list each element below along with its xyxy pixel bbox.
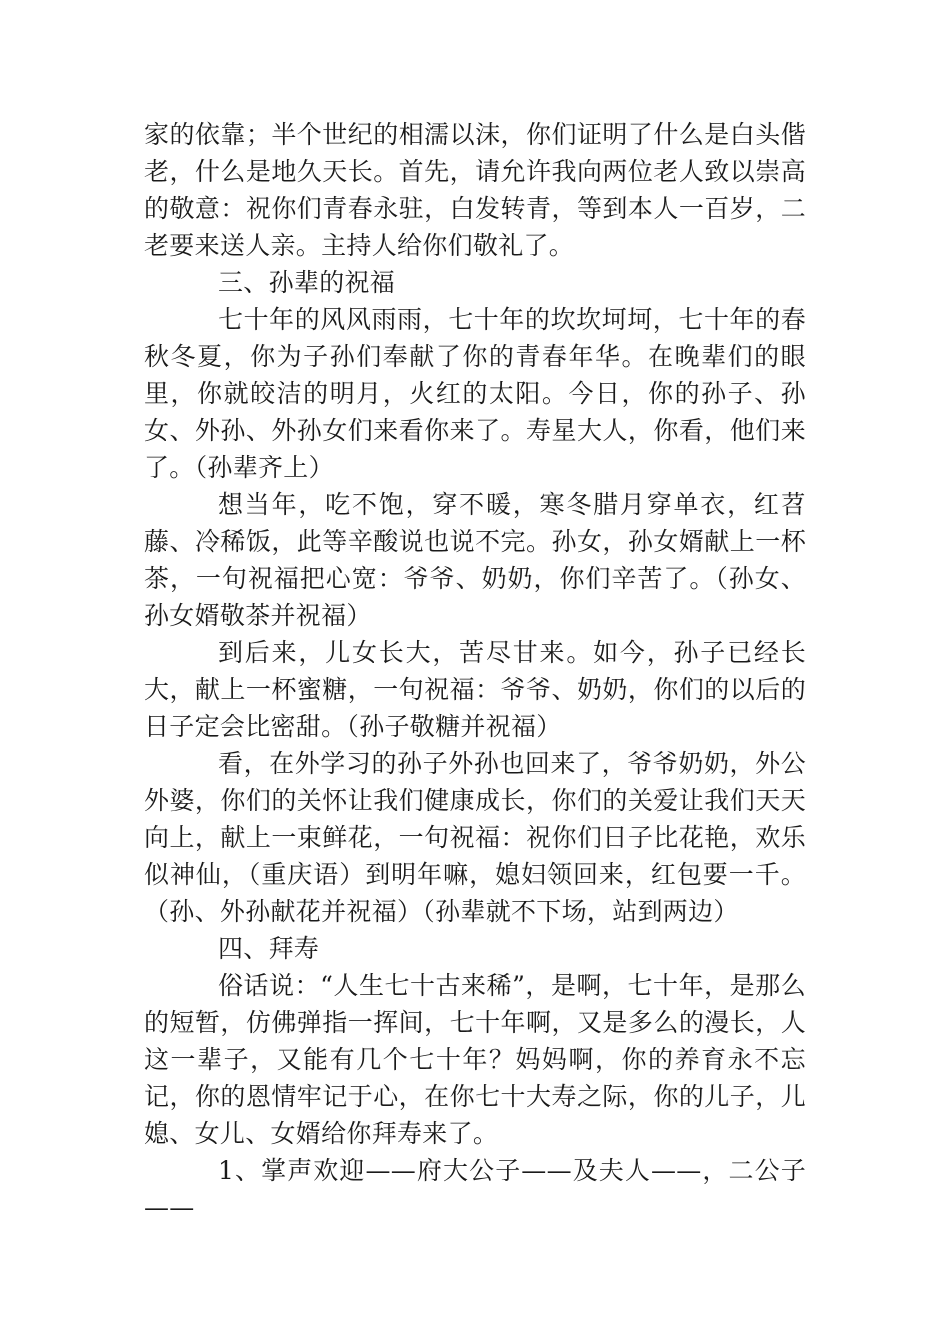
paragraph: 1、掌声欢迎——府大公子——及夫人——，二公子—— [144, 1156, 806, 1222]
section-heading-grandchildren-blessing: 三、孙辈的祝福 [218, 268, 396, 297]
paragraph: 俗话说：“人生七十古来稀”，是啊，七十年，是那么的短暂，仿佛弹指一挥间，七十年啊，又是多么的漫长，人这一辈子，又能有几个七十年？妈妈啊，你的养育永不忘记，你的恩情牢记于心，在你七十大寿之际，你的儿子，儿媳、女儿、女婿给你拜寿来了。 [144, 971, 806, 1148]
paragraph: 七十年的风风雨雨，七十年的坎坎坷坷，七十年的春秋冬夏，你为子孙们奉献了你的青春年华。在晚辈们的眼里，你就皎洁的明月，火红的太阳。今日，你的孙子、孙女、外孙、外孙女们来看你来了。寿星大人，你看，他们来了。（孙辈齐上） [144, 305, 806, 482]
paragraph: 看，在外学习的孙子外孙也回来了，爷爷奶奶，外公外婆，你们的关怀让我们健康成长，你们的关爱让我们天天向上，献上一束鲜花，一句祝福：祝你们日子比花艳，欢乐似神仙，（重庆语）到明年嘛，媳妇领回来，红包要一千。（孙、外孙献花并祝福）（孙辈就不下场，站到两边） [144, 749, 806, 926]
paragraph: 到后来，儿女长大，苦尽甘来。如今，孙子已经长大，献上一杯蜜糖，一句祝福：爷爷、奶奶，你们的以后的日子定会比密甜。（孙子敬糖并祝福） [144, 638, 806, 741]
document-body [144, 116, 806, 1226]
paragraph-continued: 家的依靠；半个世纪的相濡以沫，你们证明了什么是白头偕老，什么是地久天长。首先，请允许我向两位老人致以崇高的敬意：祝你们青春永驻，白发转青，等到本人一百岁，二老要来送人亲。主持人给你们敬礼了。 [144, 120, 806, 260]
section-heading-birthday-salute: 四、拜寿 [218, 934, 320, 963]
paragraph: 想当年，吃不饱，穿不暖，寒冬腊月穿单衣，红苕藤、冷稀饭，此等辛酸说也说不完。孙女，孙女婿献上一杯茶，一句祝福把心宽：爷爷、奶奶，你们辛苦了。（孙女、孙女婿敬茶并祝福） [144, 490, 806, 630]
